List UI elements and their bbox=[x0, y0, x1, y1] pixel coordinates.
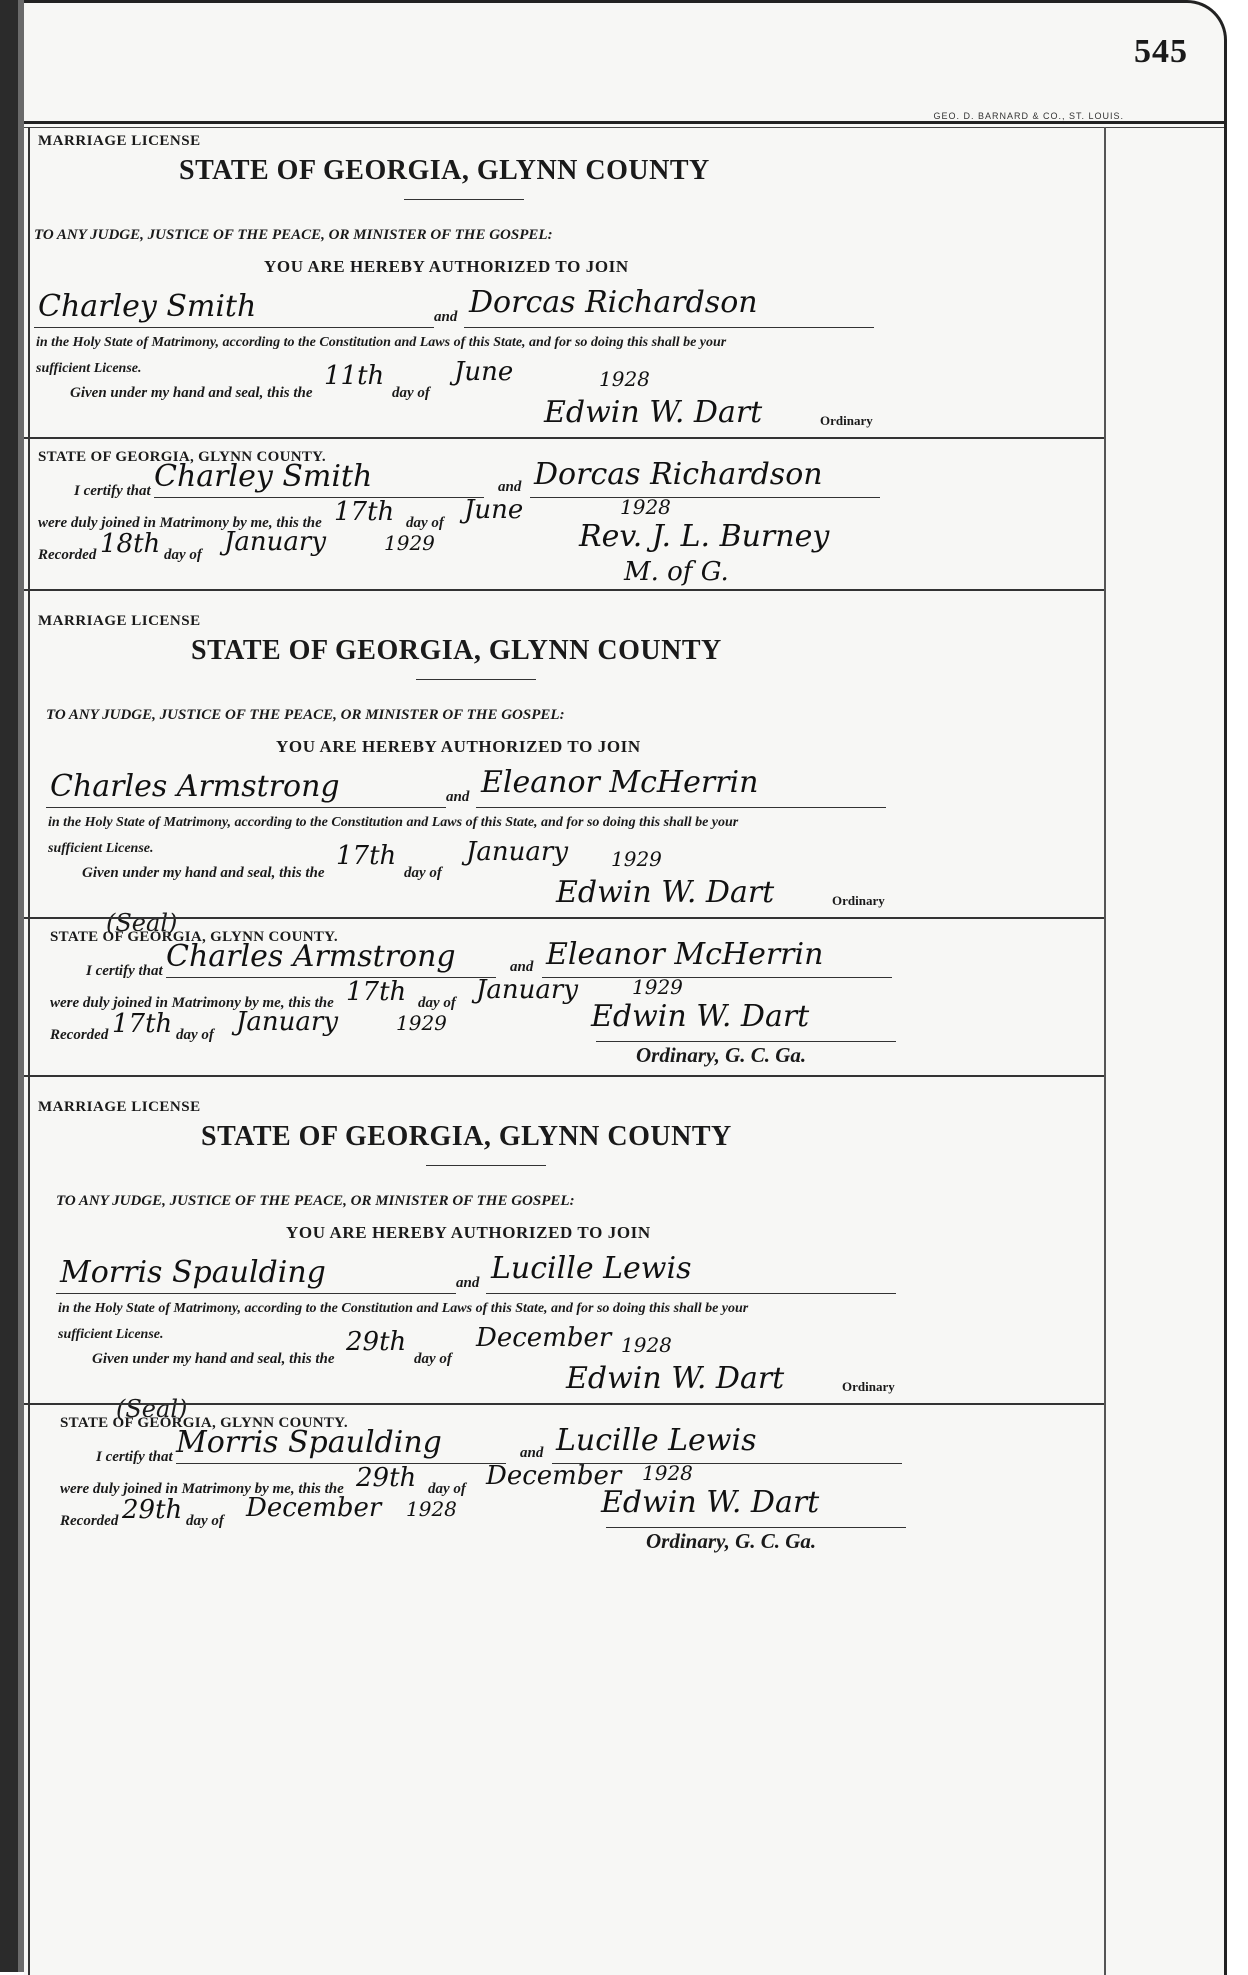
married-groom: Morris Spaulding bbox=[176, 1425, 442, 1460]
married-month: June bbox=[464, 495, 524, 525]
header-rule-thin bbox=[24, 127, 1224, 128]
groom-name: Morris Spaulding bbox=[60, 1255, 326, 1290]
certify-text: I certify that bbox=[86, 963, 163, 979]
and-label-2: and bbox=[520, 1445, 544, 1461]
license-label: MARRIAGE LICENSE bbox=[38, 613, 201, 629]
given-text: Given under my hand and seal, this the bbox=[70, 385, 313, 401]
certificate-divider bbox=[24, 437, 1104, 439]
married-bride: Lucille Lewis bbox=[556, 1423, 757, 1458]
bride-underline bbox=[464, 327, 874, 328]
married-groom: Charles Armstrong bbox=[166, 939, 456, 974]
ordinary-signature: Edwin W. Dart bbox=[544, 395, 763, 430]
title-rule bbox=[404, 199, 524, 200]
officiant-signature: Edwin W. Dart bbox=[591, 999, 810, 1034]
certificate-header: STATE OF GEORGIA, GLYNN COUNTY. bbox=[50, 929, 338, 945]
ledger-page bbox=[24, 0, 1227, 1975]
married-year: 1929 bbox=[632, 975, 683, 999]
groom-underline bbox=[46, 807, 446, 808]
recorded-month: January bbox=[236, 1007, 339, 1037]
certify-text: I certify that bbox=[96, 1449, 173, 1465]
seal-mark: (Seal) bbox=[106, 909, 178, 937]
recorded-day: 17th bbox=[112, 1009, 173, 1039]
record-divider bbox=[24, 589, 1104, 591]
license-day: 17th bbox=[336, 841, 397, 871]
ordinary-label: Ordinary bbox=[842, 1379, 895, 1394]
day-of-label-3: day of bbox=[164, 547, 202, 563]
recorded-day: 18th bbox=[100, 529, 161, 559]
license-year: 1928 bbox=[621, 1333, 672, 1357]
married-bride-underline bbox=[530, 497, 880, 498]
day-of-label: day of bbox=[392, 385, 430, 401]
married-month: January bbox=[476, 975, 579, 1005]
license-day: 11th bbox=[324, 361, 385, 391]
matrimony-text: in the Holy State of Matrimony, according to the Constitution and Laws of this State, and for so doing this shall be your bbox=[48, 815, 739, 830]
ordinary-gcga-label: Ordinary, G. C. Ga. bbox=[636, 1043, 807, 1067]
license-day: 29th bbox=[346, 1327, 407, 1357]
married-groom: Charley Smith bbox=[154, 459, 373, 494]
seal-mark: (Seal) bbox=[116, 1395, 188, 1423]
sufficient-license: sufficient License. bbox=[58, 1327, 164, 1342]
married-month: December bbox=[486, 1461, 622, 1491]
ordinary-sign-line bbox=[606, 1527, 906, 1528]
recorded-label: Recorded bbox=[60, 1513, 119, 1529]
license-month: December bbox=[476, 1323, 612, 1353]
license-label: MARRIAGE LICENSE bbox=[38, 133, 201, 149]
day-of-label: day of bbox=[404, 865, 442, 881]
ordinary-gcga-label: Ordinary, G. C. Ga. bbox=[646, 1529, 817, 1553]
matrimony-text: in the Holy State of Matrimony, according to the Constitution and Laws of this State, and for so doing this shall be your bbox=[36, 335, 727, 350]
married-bride: Eleanor McHerrin bbox=[546, 937, 824, 972]
day-of-label-2: day of bbox=[418, 995, 456, 1011]
addressee-line: TO ANY JUDGE, JUSTICE OF THE PEACE, OR MINISTER OF THE GOSPEL: bbox=[56, 1193, 575, 1209]
officiant-title: M. of G. bbox=[624, 557, 729, 587]
groom-underline bbox=[34, 327, 434, 328]
married-groom-underline bbox=[166, 977, 496, 978]
recorded-year: 1929 bbox=[384, 531, 435, 555]
groom-name: Charley Smith bbox=[38, 289, 257, 324]
groom-name: Charles Armstrong bbox=[50, 769, 340, 804]
married-day: 17th bbox=[346, 977, 407, 1007]
married-groom-underline bbox=[176, 1463, 506, 1464]
married-groom-underline bbox=[154, 497, 484, 498]
married-day: 29th bbox=[356, 1463, 417, 1493]
certificate-header: STATE OF GEORGIA, GLYNN COUNTY. bbox=[60, 1415, 348, 1431]
officiant-signature: Rev. J. L. Burney bbox=[579, 519, 830, 554]
record-divider bbox=[24, 1075, 1104, 1077]
sufficient-license: sufficient License. bbox=[36, 361, 142, 376]
certificate-divider bbox=[24, 1403, 1104, 1405]
groom-underline bbox=[56, 1293, 456, 1294]
license-year: 1928 bbox=[599, 367, 650, 391]
married-bride: Dorcas Richardson bbox=[534, 457, 823, 492]
day-of-label-2: day of bbox=[406, 515, 444, 531]
sufficient-license: sufficient License. bbox=[48, 841, 154, 856]
frame-right-rule bbox=[1104, 127, 1106, 1975]
joined-text: were duly joined in Matrimony by me, this the bbox=[50, 995, 334, 1011]
officiant-signature: Edwin W. Dart bbox=[601, 1485, 820, 1520]
day-of-label: day of bbox=[414, 1351, 452, 1367]
license-label: MARRIAGE LICENSE bbox=[38, 1099, 201, 1115]
and-label-2: and bbox=[510, 959, 534, 975]
married-bride-underline bbox=[542, 977, 892, 978]
certificate-divider bbox=[24, 917, 1104, 919]
title-rule bbox=[416, 679, 536, 680]
given-text: Given under my hand and seal, this the bbox=[92, 1351, 335, 1367]
form-title: STATE OF GEORGIA, GLYNN COUNTY bbox=[179, 155, 710, 186]
form-title: STATE OF GEORGIA, GLYNN COUNTY bbox=[191, 635, 722, 666]
joined-text: were duly joined in Matrimony by me, this the bbox=[38, 515, 322, 531]
recorded-year: 1928 bbox=[406, 1497, 457, 1521]
certificate-header: STATE OF GEORGIA, GLYNN COUNTY. bbox=[38, 449, 326, 465]
title-rule bbox=[426, 1165, 546, 1166]
day-of-label-2: day of bbox=[428, 1481, 466, 1497]
and-label: and bbox=[456, 1275, 480, 1291]
day-of-label-3: day of bbox=[186, 1513, 224, 1529]
recorded-label: Recorded bbox=[38, 547, 97, 563]
married-year: 1928 bbox=[642, 1461, 693, 1485]
and-label: and bbox=[446, 789, 470, 805]
ordinary-sign-line bbox=[596, 1041, 896, 1042]
recorded-day: 29th bbox=[122, 1495, 183, 1525]
matrimony-text: in the Holy State of Matrimony, according to the Constitution and Laws of this State, and for so doing this shall be your bbox=[58, 1301, 749, 1316]
authorization-line: YOU ARE HEREBY AUTHORIZED TO JOIN bbox=[264, 257, 629, 276]
header-rule bbox=[24, 121, 1224, 124]
ordinary-signature: Edwin W. Dart bbox=[556, 875, 775, 910]
license-month: June bbox=[454, 357, 514, 387]
recorded-month: January bbox=[224, 527, 327, 557]
certify-text: I certify that bbox=[74, 483, 151, 499]
bride-name: Lucille Lewis bbox=[491, 1251, 692, 1286]
bride-underline bbox=[476, 807, 886, 808]
addressee-line: TO ANY JUDGE, JUSTICE OF THE PEACE, OR MINISTER OF THE GOSPEL: bbox=[34, 227, 553, 243]
ordinary-label: Ordinary bbox=[820, 413, 873, 428]
day-of-label-3: day of bbox=[176, 1027, 214, 1043]
recorded-month: December bbox=[246, 1493, 382, 1523]
given-text: Given under my hand and seal, this the bbox=[82, 865, 325, 881]
married-year: 1928 bbox=[620, 495, 671, 519]
printer-mark: GEO. D. BARNARD & CO., ST. LOUIS. bbox=[933, 111, 1124, 121]
ordinary-signature: Edwin W. Dart bbox=[566, 1361, 785, 1396]
license-year: 1929 bbox=[611, 847, 662, 871]
authorization-line: YOU ARE HEREBY AUTHORIZED TO JOIN bbox=[276, 737, 641, 756]
authorization-line: YOU ARE HEREBY AUTHORIZED TO JOIN bbox=[286, 1223, 651, 1242]
book-binding-edge bbox=[0, 0, 18, 1972]
recorded-year: 1929 bbox=[396, 1011, 447, 1035]
page-number: 545 bbox=[1134, 33, 1188, 70]
bride-name: Eleanor McHerrin bbox=[481, 765, 759, 800]
recorded-label: Recorded bbox=[50, 1027, 109, 1043]
license-month: January bbox=[466, 837, 569, 867]
joined-text: were duly joined in Matrimony by me, this the bbox=[60, 1481, 344, 1497]
form-title: STATE OF GEORGIA, GLYNN COUNTY bbox=[201, 1121, 732, 1152]
bride-name: Dorcas Richardson bbox=[469, 285, 758, 320]
and-label-2: and bbox=[498, 479, 522, 495]
addressee-line: TO ANY JUDGE, JUSTICE OF THE PEACE, OR MINISTER OF THE GOSPEL: bbox=[46, 707, 565, 723]
married-day: 17th bbox=[334, 497, 395, 527]
bride-underline bbox=[486, 1293, 896, 1294]
ordinary-label: Ordinary bbox=[832, 893, 885, 908]
and-label: and bbox=[434, 309, 458, 325]
frame-left-rule bbox=[28, 127, 30, 1975]
